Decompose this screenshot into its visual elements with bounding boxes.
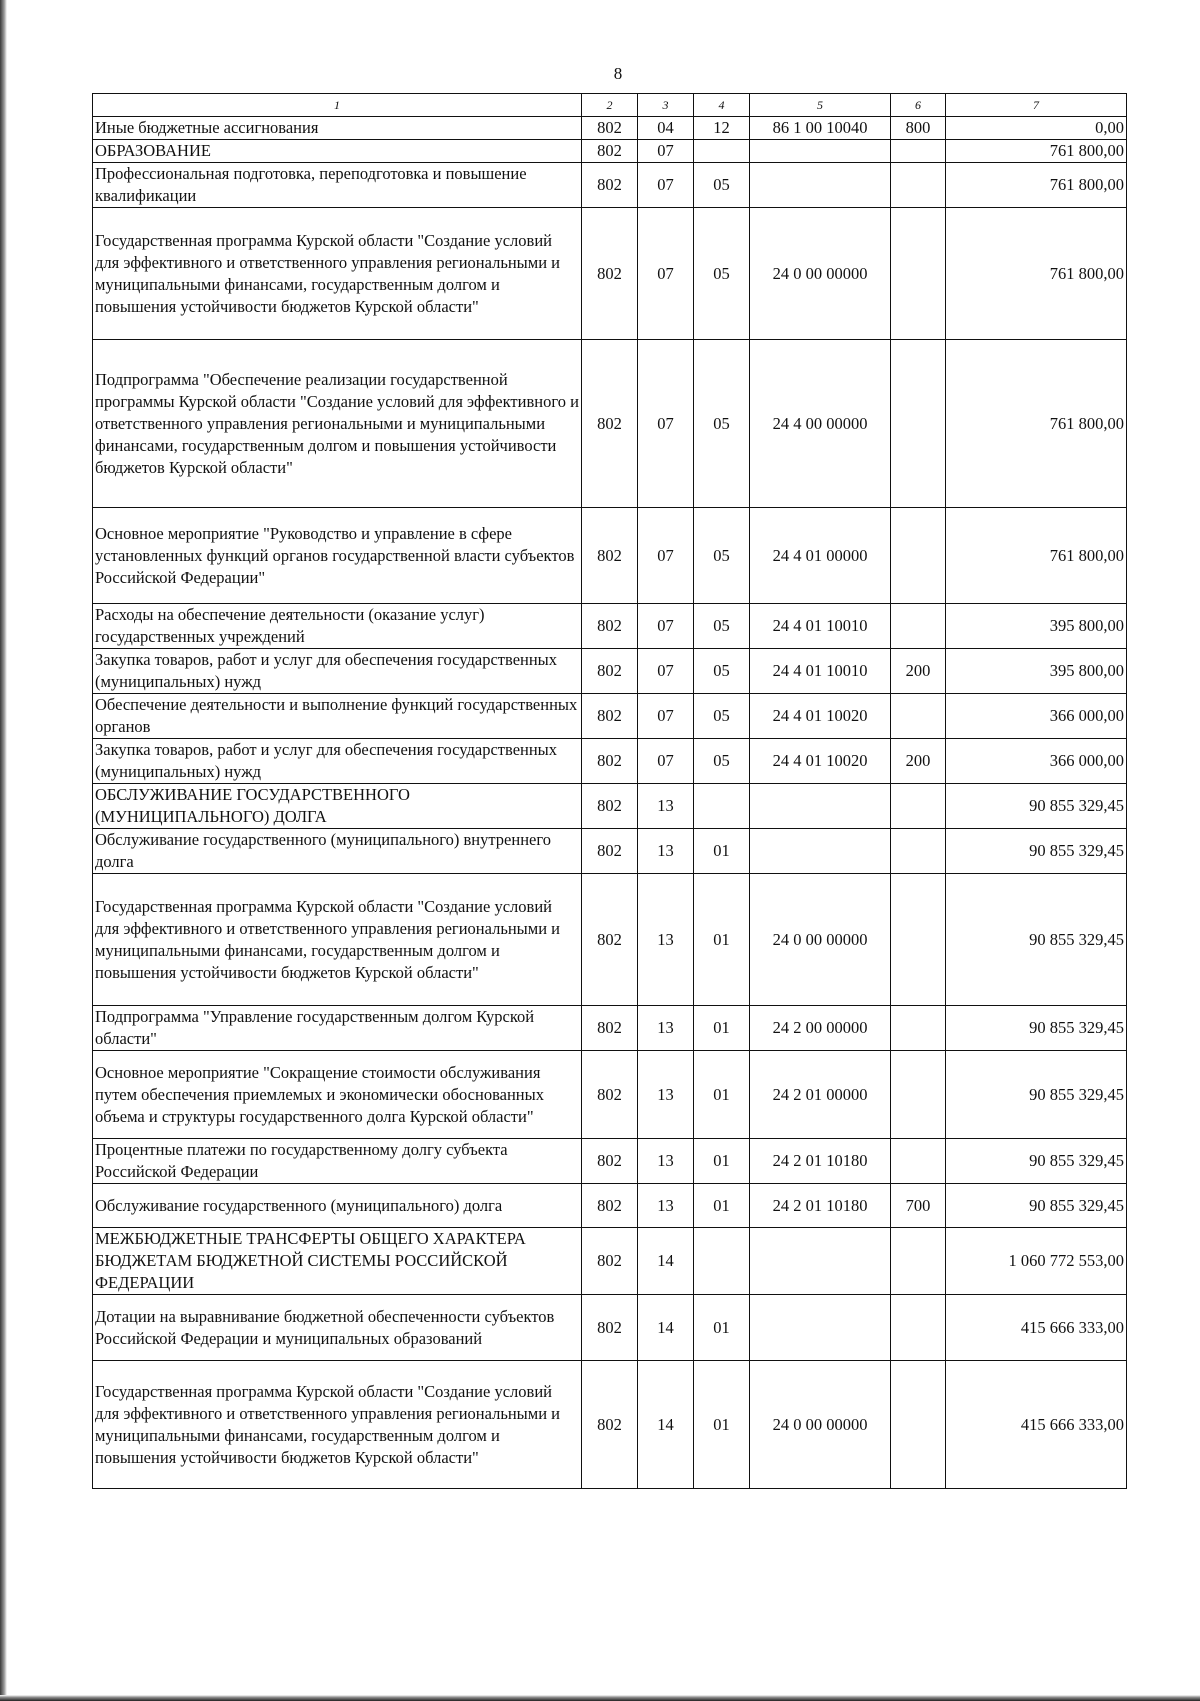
row-target-article-cell: [750, 1228, 891, 1295]
row-expense-type-cell: [891, 874, 946, 1006]
row-amount-cell: 395 800,00: [946, 649, 1127, 694]
row-code-cell: 802: [582, 208, 638, 340]
table-row: [93, 1361, 1127, 1489]
table-row: [93, 140, 1127, 163]
table-row: [93, 1006, 1127, 1051]
row-subsection-cell: 01: [694, 1006, 750, 1051]
row-code-cell: 802: [582, 784, 638, 829]
row-code-cell: 802: [582, 694, 638, 739]
row-amount-cell: 90 855 329,45: [946, 1139, 1127, 1184]
row-subsection-cell: [694, 140, 750, 163]
row-section-cell: 13: [638, 1006, 694, 1051]
column-header: 1: [93, 94, 582, 117]
row-code-cell: 802: [582, 1006, 638, 1051]
column-header: 5: [750, 94, 891, 117]
row-expense-type-cell: 200: [891, 739, 946, 784]
column-header: 7: [946, 94, 1127, 117]
row-target-article-cell: [750, 1295, 891, 1361]
row-section-cell: 13: [638, 784, 694, 829]
column-header: 6: [891, 94, 946, 117]
row-name-cell: Государственная программа Курской области "Создание условий для эффективного и ответственного управления региональными и муниципальными финансами, государственным долгом и повышения устойчивости бюджетов Курской области": [93, 1361, 582, 1489]
row-code-cell: 802: [582, 163, 638, 208]
row-amount-cell: 761 800,00: [946, 140, 1127, 163]
row-amount-cell: 761 800,00: [946, 508, 1127, 604]
row-subsection-cell: 01: [694, 1051, 750, 1139]
row-target-article-cell: 24 4 01 10020: [750, 739, 891, 784]
row-amount-cell: 90 855 329,45: [946, 1006, 1127, 1051]
row-subsection-cell: 05: [694, 340, 750, 508]
row-expense-type-cell: [891, 1139, 946, 1184]
row-amount-cell: 90 855 329,45: [946, 1051, 1127, 1139]
row-code-cell: 802: [582, 1295, 638, 1361]
column-header: 3: [638, 94, 694, 117]
row-section-cell: 07: [638, 163, 694, 208]
row-expense-type-cell: [891, 208, 946, 340]
row-amount-cell: 90 855 329,45: [946, 1184, 1127, 1228]
row-target-article-cell: [750, 829, 891, 874]
row-expense-type-cell: [891, 1228, 946, 1295]
row-code-cell: 802: [582, 140, 638, 163]
row-section-cell: 04: [638, 117, 694, 140]
row-subsection-cell: 01: [694, 829, 750, 874]
row-code-cell: 802: [582, 1361, 638, 1489]
row-section-cell: 07: [638, 604, 694, 649]
row-section-cell: 13: [638, 829, 694, 874]
table-row: [93, 739, 1127, 784]
scan-edge-bottom: [0, 1695, 1200, 1701]
row-target-article-cell: 24 4 01 10010: [750, 604, 891, 649]
table-row: [93, 1139, 1127, 1184]
row-name-cell: Государственная программа Курской области "Создание условий для эффективного и ответственного управления региональными и муниципальными финансами, государственным долгом и повышения устойчивости бюджетов Курской области": [93, 208, 582, 340]
row-expense-type-cell: 800: [891, 117, 946, 140]
row-code-cell: 802: [582, 1051, 638, 1139]
row-name-cell: Профессиональная подготовка, переподготовка и повышение квалификации: [93, 163, 582, 208]
row-amount-cell: 761 800,00: [946, 208, 1127, 340]
table-row: [93, 1295, 1127, 1361]
row-amount-cell: 90 855 329,45: [946, 829, 1127, 874]
row-code-cell: 802: [582, 604, 638, 649]
row-target-article-cell: 24 0 00 00000: [750, 1361, 891, 1489]
row-expense-type-cell: [891, 340, 946, 508]
row-target-article-cell: 24 4 01 10010: [750, 649, 891, 694]
row-subsection-cell: 05: [694, 604, 750, 649]
row-name-cell: Подпрограмма "Обеспечение реализации государственной программы Курской области "Создание условий для эффективного и ответственного управления региональными и муниципальными финансами, государственным долгом и повышения устойчивости бюджетов Курской области": [93, 340, 582, 508]
row-target-article-cell: 86 1 00 10040: [750, 117, 891, 140]
row-expense-type-cell: 700: [891, 1184, 946, 1228]
row-expense-type-cell: [891, 784, 946, 829]
table-row: [93, 874, 1127, 1006]
row-target-article-cell: [750, 163, 891, 208]
column-header-row: [93, 94, 1127, 117]
row-expense-type-cell: [891, 604, 946, 649]
row-amount-cell: 415 666 333,00: [946, 1361, 1127, 1489]
row-name-cell: Дотации на выравнивание бюджетной обеспеченности субъектов Российской Федерации и муниципальных образований: [93, 1295, 582, 1361]
table-row: [93, 1051, 1127, 1139]
row-code-cell: 802: [582, 649, 638, 694]
row-section-cell: 07: [638, 649, 694, 694]
row-name-cell: Обеспечение деятельности и выполнение функций государственных органов: [93, 694, 582, 739]
row-expense-type-cell: [891, 140, 946, 163]
row-name-cell: Иные бюджетные ассигнования: [93, 117, 582, 140]
row-name-cell: Процентные платежи по государственному долгу субъекта Российской Федерации: [93, 1139, 582, 1184]
row-name-cell: Обслуживание государственного (муниципального) внутреннего долга: [93, 829, 582, 874]
row-subsection-cell: 05: [694, 694, 750, 739]
page-number: 8: [613, 64, 623, 83]
row-subsection-cell: 01: [694, 874, 750, 1006]
table-row: [93, 117, 1127, 140]
row-expense-type-cell: [891, 829, 946, 874]
row-expense-type-cell: [891, 694, 946, 739]
row-amount-cell: 761 800,00: [946, 340, 1127, 508]
row-name-cell: ОБСЛУЖИВАНИЕ ГОСУДАРСТВЕННОГО (МУНИЦИПАЛЬНОГО) ДОЛГА: [93, 784, 582, 829]
table-row: [93, 694, 1127, 739]
row-section-cell: 14: [638, 1228, 694, 1295]
column-header: 4: [694, 94, 750, 117]
row-name-cell: Государственная программа Курской области "Создание условий для эффективного и ответственного управления региональными и муниципальными финансами, государственным долгом и повышения устойчивости бюджетов Курской области": [93, 874, 582, 1006]
table-row: [93, 784, 1127, 829]
row-amount-cell: 395 800,00: [946, 604, 1127, 649]
row-subsection-cell: 01: [694, 1295, 750, 1361]
row-section-cell: 13: [638, 874, 694, 1006]
row-section-cell: 07: [638, 140, 694, 163]
row-target-article-cell: 24 4 01 10020: [750, 694, 891, 739]
row-subsection-cell: 05: [694, 649, 750, 694]
row-name-cell: Основное мероприятие "Сокращение стоимости обслуживания путем обеспечения приемлемых и экономически обоснованных объема и структуры государственного долга Курской области": [93, 1051, 582, 1139]
row-section-cell: 07: [638, 208, 694, 340]
column-header: 2: [582, 94, 638, 117]
row-amount-cell: 415 666 333,00: [946, 1295, 1127, 1361]
row-section-cell: 07: [638, 694, 694, 739]
table-row: [93, 208, 1127, 340]
table-row: [93, 340, 1127, 508]
row-name-cell: Расходы на обеспечение деятельности (оказание услуг) государственных учреждений: [93, 604, 582, 649]
row-amount-cell: 366 000,00: [946, 694, 1127, 739]
row-subsection-cell: [694, 784, 750, 829]
row-target-article-cell: 24 4 00 00000: [750, 340, 891, 508]
row-amount-cell: 761 800,00: [946, 163, 1127, 208]
row-amount-cell: 366 000,00: [946, 739, 1127, 784]
row-code-cell: 802: [582, 739, 638, 784]
row-subsection-cell: [694, 1228, 750, 1295]
row-name-cell: МЕЖБЮДЖЕТНЫЕ ТРАНСФЕРТЫ ОБЩЕГО ХАРАКТЕРА БЮДЖЕТАМ БЮДЖЕТНОЙ СИСТЕМЫ РОССИЙСКОЙ ФЕДЕРАЦИИ: [93, 1228, 582, 1295]
row-name-cell: Закупка товаров, работ и услуг для обеспечения государственных (муниципальных) нужд: [93, 649, 582, 694]
budget-table: [92, 93, 1127, 1489]
row-code-cell: 802: [582, 508, 638, 604]
row-subsection-cell: 01: [694, 1361, 750, 1489]
row-expense-type-cell: [891, 1051, 946, 1139]
row-code-cell: 802: [582, 117, 638, 140]
row-subsection-cell: 12: [694, 117, 750, 140]
row-amount-cell: 1 060 772 553,00: [946, 1228, 1127, 1295]
row-expense-type-cell: [891, 1006, 946, 1051]
table-row: [93, 604, 1127, 649]
row-code-cell: 802: [582, 829, 638, 874]
row-section-cell: 13: [638, 1184, 694, 1228]
row-code-cell: 802: [582, 1184, 638, 1228]
table-row: [93, 649, 1127, 694]
row-expense-type-cell: [891, 1361, 946, 1489]
row-target-article-cell: [750, 784, 891, 829]
row-section-cell: 14: [638, 1295, 694, 1361]
row-code-cell: 802: [582, 1139, 638, 1184]
table-row: [93, 163, 1127, 208]
row-name-cell: Основное мероприятие "Руководство и управление в сфере установленных функций органов государственной власти субъектов Российской Федерации": [93, 508, 582, 604]
row-expense-type-cell: [891, 508, 946, 604]
table-row: [93, 508, 1127, 604]
row-target-article-cell: 24 0 00 00000: [750, 874, 891, 1006]
row-name-cell: ОБРАЗОВАНИЕ: [93, 140, 582, 163]
row-target-article-cell: 24 2 01 10180: [750, 1139, 891, 1184]
row-subsection-cell: 01: [694, 1139, 750, 1184]
row-section-cell: 07: [638, 508, 694, 604]
table-row: [93, 829, 1127, 874]
row-name-cell: Закупка товаров, работ и услуг для обеспечения государственных (муниципальных) нужд: [93, 739, 582, 784]
row-subsection-cell: 05: [694, 208, 750, 340]
row-target-article-cell: 24 2 01 10180: [750, 1184, 891, 1228]
scan-edge-left: [0, 0, 7, 1701]
row-section-cell: 07: [638, 739, 694, 784]
row-target-article-cell: 24 4 01 00000: [750, 508, 891, 604]
row-target-article-cell: 24 0 00 00000: [750, 208, 891, 340]
row-target-article-cell: 24 2 00 00000: [750, 1006, 891, 1051]
row-expense-type-cell: 200: [891, 649, 946, 694]
row-section-cell: 07: [638, 340, 694, 508]
row-subsection-cell: 01: [694, 1184, 750, 1228]
row-name-cell: Подпрограмма "Управление государственным долгом Курской области": [93, 1006, 582, 1051]
table-body: [93, 117, 1127, 1489]
table-row: [93, 1184, 1127, 1228]
row-section-cell: 14: [638, 1361, 694, 1489]
row-expense-type-cell: [891, 1295, 946, 1361]
row-section-cell: 13: [638, 1139, 694, 1184]
row-subsection-cell: 05: [694, 739, 750, 784]
row-amount-cell: 90 855 329,45: [946, 874, 1127, 1006]
row-code-cell: 802: [582, 1228, 638, 1295]
row-target-article-cell: 24 2 01 00000: [750, 1051, 891, 1139]
row-target-article-cell: [750, 140, 891, 163]
row-code-cell: 802: [582, 874, 638, 1006]
row-subsection-cell: 05: [694, 508, 750, 604]
row-expense-type-cell: [891, 163, 946, 208]
row-amount-cell: 0,00: [946, 117, 1127, 140]
table-row: [93, 1228, 1127, 1295]
row-code-cell: 802: [582, 340, 638, 508]
row-subsection-cell: 05: [694, 163, 750, 208]
row-amount-cell: 90 855 329,45: [946, 784, 1127, 829]
row-name-cell: Обслуживание государственного (муниципального) долга: [93, 1184, 582, 1228]
row-section-cell: 13: [638, 1051, 694, 1139]
